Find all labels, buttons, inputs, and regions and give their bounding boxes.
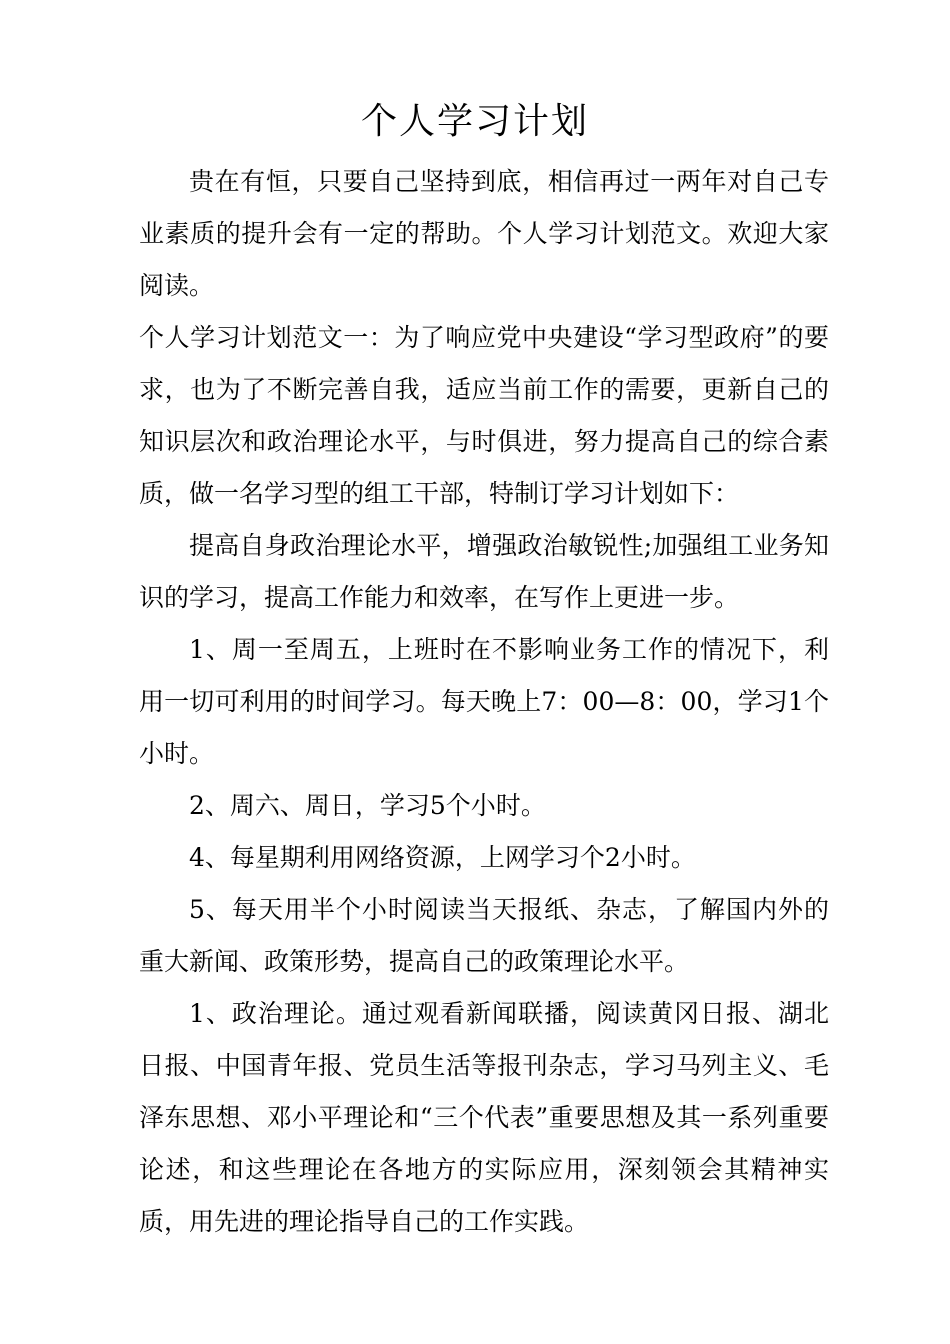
paragraph-reading-plan: 5、每天用半个小时阅读当天报纸、杂志，了解国内外的重大新闻、政策形势，提高自己的政策理论水平。: [139, 895, 829, 976]
paragraph-online-plan: 4、每星期利用网络资源，上网学习个2小时。: [189, 843, 696, 872]
paragraph-political-theory: 1、政治理论。通过观看新闻联播，阅读黄冈日报、湖北日报、中国青年报、党员生活等报刊杂志，学习马列主义、毛泽东思想、邓小平理论和“三个代表”重要思想及其一系列重要论述，和这些理论在各地方的实际应用，深刻领会其精神实质，用先进的理论指导自己的工作实践。: [139, 999, 829, 1236]
paragraph-intro: 贵在有恒，只要自己坚持到底，相信再过一两年对自己专业素质的提升会有一定的帮助。个人学习计划范文。欢迎大家阅读。: [139, 167, 829, 300]
paragraph-goal: 提高自身政治理论水平，增强政治敏锐性;加强组工业务知识的学习，提高工作能力和效率，在写作上更进一步。: [139, 531, 829, 612]
paragraph-weekend-plan: 2、周六、周日，学习5个小时。: [189, 791, 546, 820]
paragraph-weekday-plan: 1、周一至周五，上班时在不影响业务工作的情况下，利用一切可利用的时间学习。每天晚上7：00—8：00，学习1个小时。: [139, 635, 829, 768]
document-title: 个人学习计划: [360, 101, 589, 142]
document-body: [139, 156, 829, 1248]
paragraph-sample-one: 个人学习计划范文一：为了响应党中央建设“学习型政府”的要求，也为了不断完善自我，适应当前工作的需要，更新自己的知识层次和政治理论水平，与时俱进，努力提高自己的综合素质，做一名学习型的组工干部，特制订学习计划如下：: [139, 323, 829, 508]
